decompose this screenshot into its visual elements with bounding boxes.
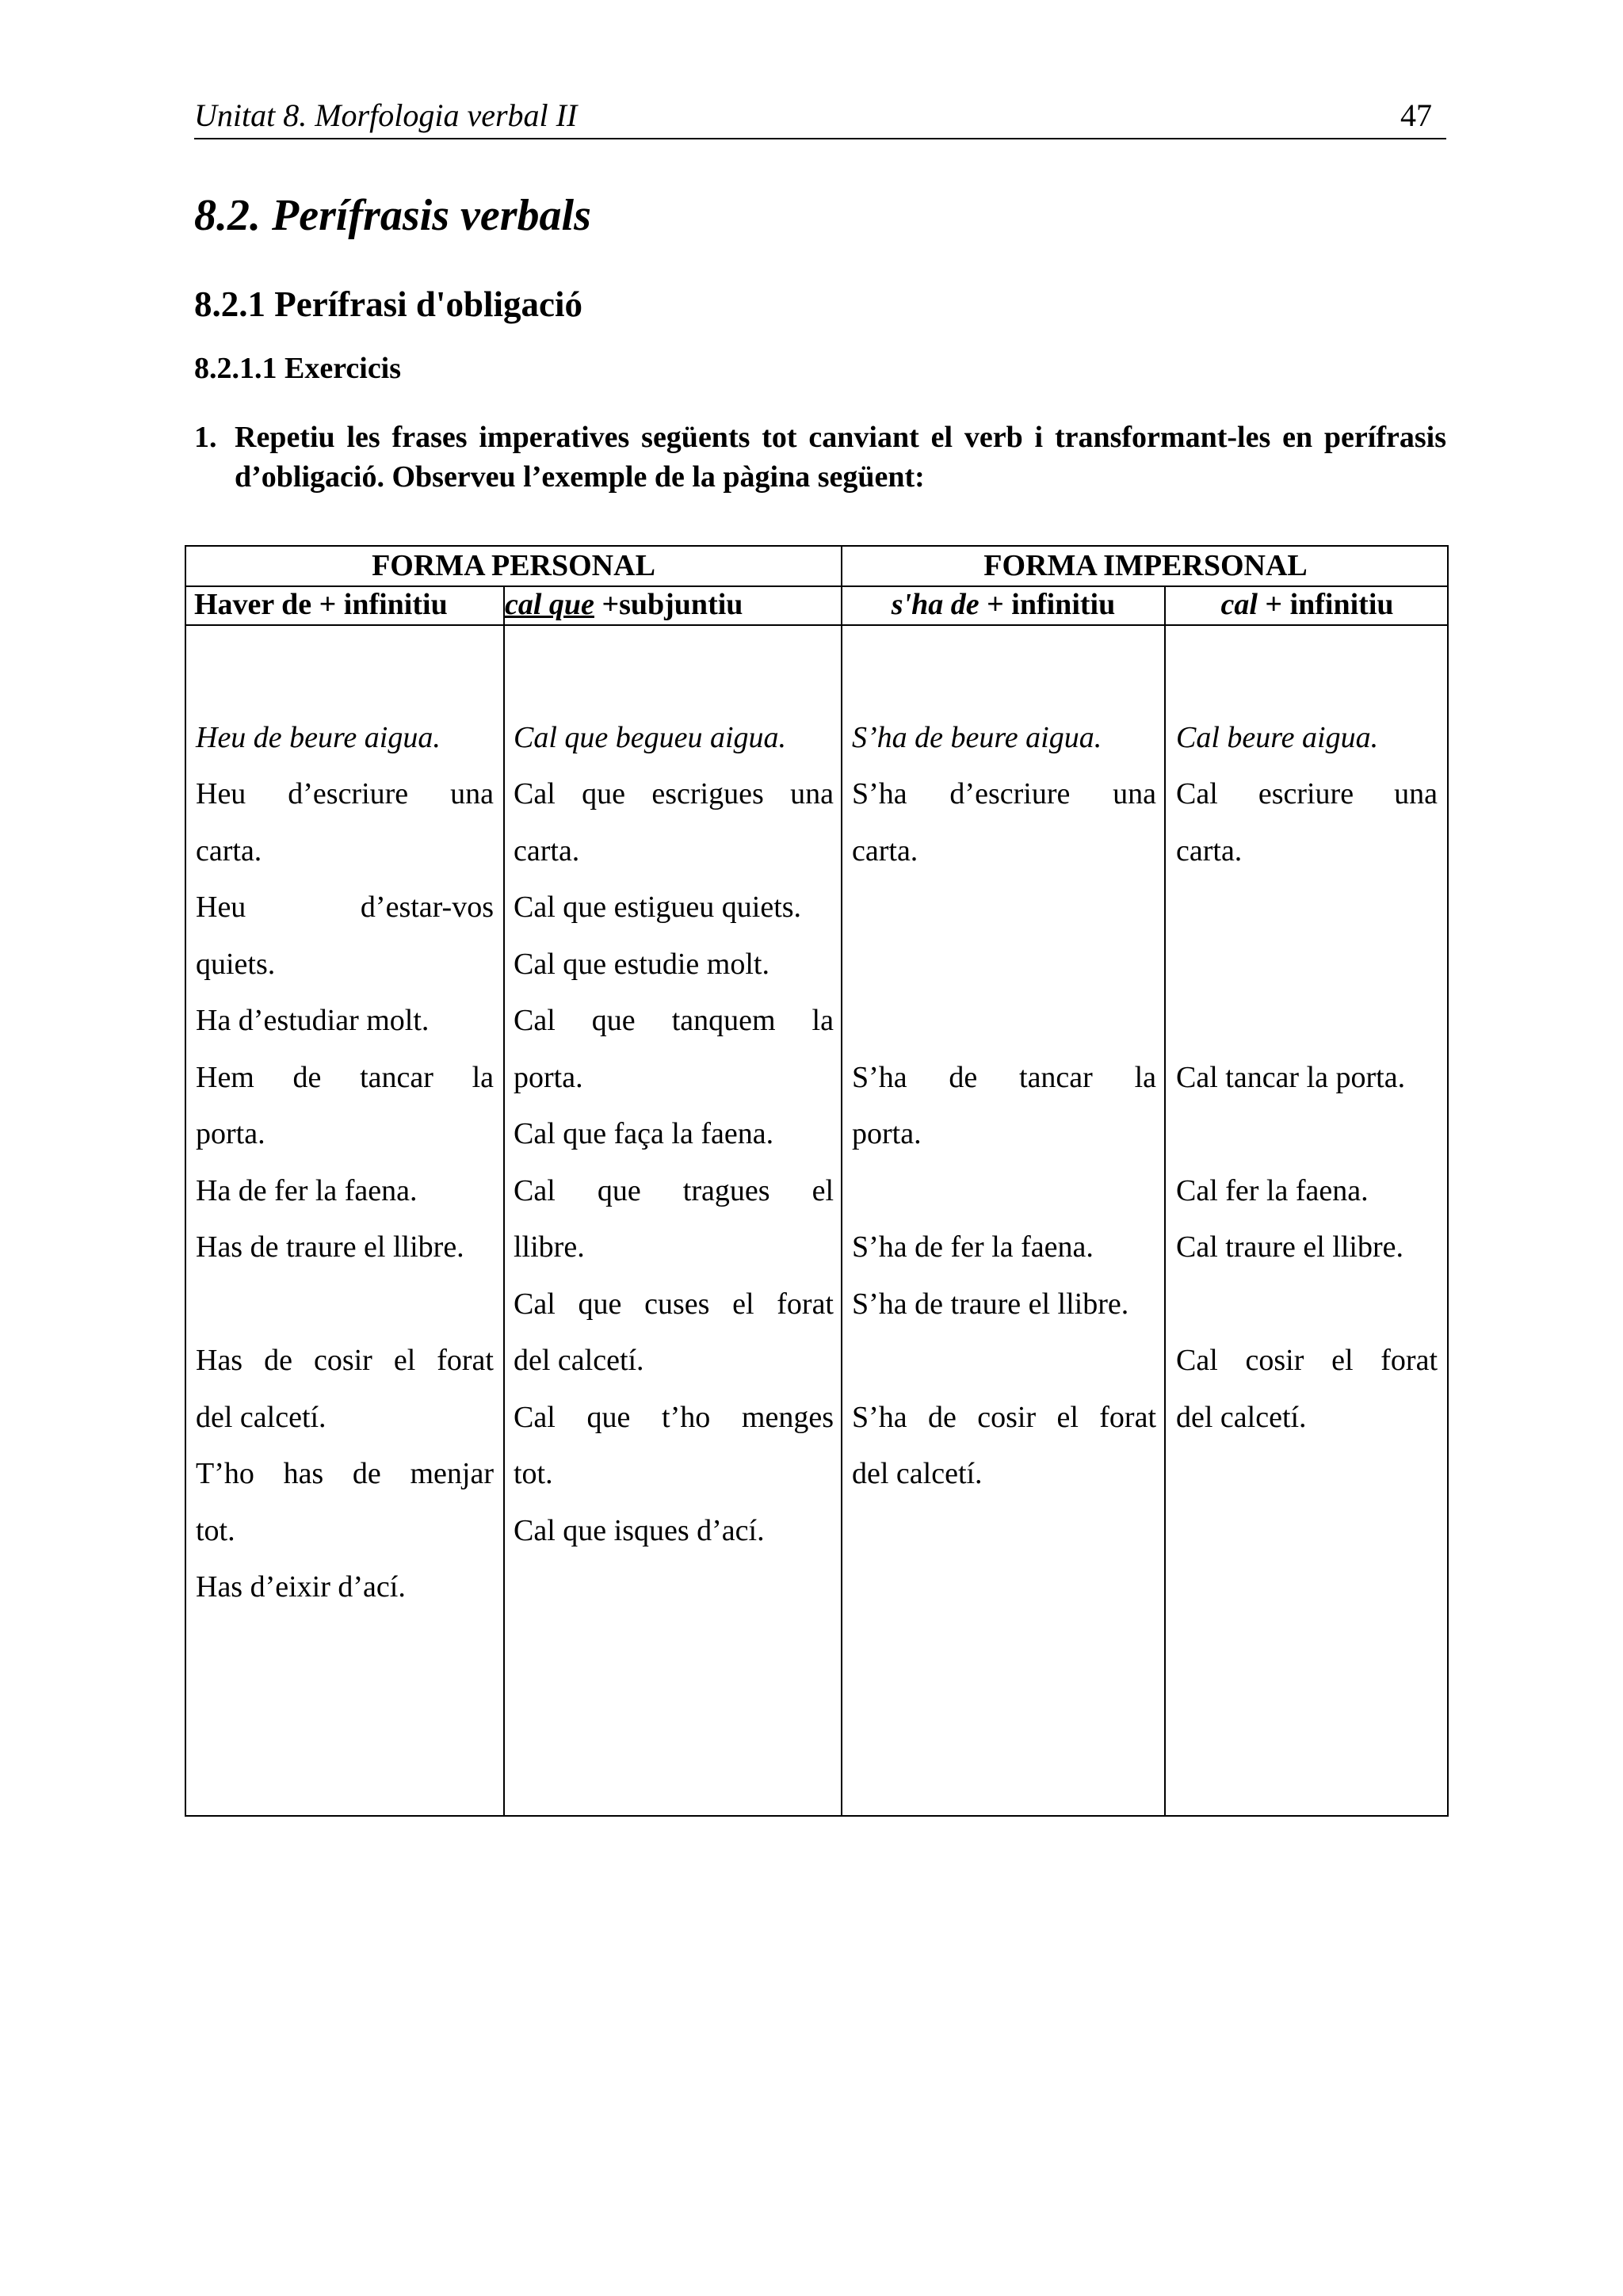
cell-line bbox=[852, 879, 1156, 936]
exercise-instruction bbox=[194, 418, 1446, 497]
cell-line bbox=[852, 993, 1156, 1050]
column-divider bbox=[841, 547, 842, 1817]
running-header bbox=[194, 97, 1446, 139]
group-header-personal: FORMA PERSONAL bbox=[372, 549, 655, 582]
col-header-haver-de-label: Haver de + infinitiu bbox=[194, 588, 448, 621]
exercise-number: 1. bbox=[194, 421, 217, 454]
page-number: 47 bbox=[1400, 97, 1432, 133]
cell-line: Cal que estudie molt. bbox=[514, 947, 769, 981]
subsection-title: 8.2.1 Perífrasi d'obligació bbox=[194, 284, 582, 324]
exercise-instruction-text: Repetiu les frases imperatives següents tot canviant el verb i transformant-les en perífrasis d’obligació. Observeu l’exemple de la pàgina següent: bbox=[235, 421, 1446, 494]
col-header-cal-term: cal bbox=[1220, 588, 1258, 621]
column-sha-de bbox=[852, 653, 1156, 1503]
cell-line: S’ha de fer la faena. bbox=[852, 1230, 1094, 1264]
cell-line bbox=[1176, 936, 1438, 994]
col-header-cal-que-rest: +subjuntiu bbox=[594, 588, 743, 621]
exercise-table bbox=[185, 545, 1449, 1817]
cell-line: Heu d’estar-vos bbox=[196, 891, 494, 924]
cell-line: Cal que estigueu quiets. bbox=[514, 891, 802, 924]
cell-line: Ha d’estudiar molt. bbox=[196, 1004, 430, 1037]
cell-line: Cal que t’ho menges bbox=[514, 1400, 834, 1434]
cell-line: del calcetí. bbox=[514, 1344, 644, 1377]
section-title: 8.2. Perífrasis verbals bbox=[194, 191, 591, 240]
cell-line: tot. bbox=[196, 1513, 235, 1547]
cell-line bbox=[196, 1276, 494, 1333]
group-header-impersonal: FORMA IMPERSONAL bbox=[983, 549, 1308, 582]
cell-line: Cal traure el llibre. bbox=[1176, 1230, 1403, 1264]
cell-line: Cal escriure una bbox=[1176, 777, 1438, 810]
cell-line: porta. bbox=[196, 1117, 265, 1150]
cell-line: del calcetí. bbox=[1176, 1400, 1307, 1434]
col-header-sha-de-term: s'ha de bbox=[891, 588, 980, 621]
cell-line: llibre. bbox=[514, 1230, 585, 1264]
cell-line: tot. bbox=[514, 1457, 553, 1490]
column-haver-de bbox=[196, 653, 494, 1616]
cell-line: carta. bbox=[514, 833, 580, 868]
cell-line: Has de traure el llibre. bbox=[196, 1230, 464, 1264]
subsubsection-title: 8.2.1.1 Exercicis bbox=[194, 352, 402, 385]
cell-line bbox=[1176, 653, 1438, 710]
cell-line: Ha de fer la faena. bbox=[196, 1173, 418, 1207]
cell-line: Cal que begueu aigua. bbox=[514, 720, 787, 754]
col-header-haver-de bbox=[194, 585, 503, 624]
cell-line: Hem de tancar la bbox=[196, 1060, 494, 1094]
running-header-title: Unitat 8. Morfologia verbal II bbox=[194, 97, 578, 133]
cell-line: Cal tancar la porta. bbox=[1176, 1060, 1406, 1094]
cell-line bbox=[852, 1333, 1156, 1390]
col-header-cal-que bbox=[505, 585, 841, 624]
cell-line bbox=[1176, 993, 1438, 1050]
cell-line: S’ha de cosir el forat bbox=[852, 1400, 1156, 1434]
cell-line: Cal que cuses el forat bbox=[514, 1287, 834, 1321]
column-divider bbox=[1164, 585, 1166, 1817]
column-cal bbox=[1176, 653, 1438, 1446]
cell-line bbox=[1176, 1106, 1438, 1163]
cell-line: Cal cosir el forat bbox=[1176, 1344, 1438, 1377]
cell-line: quiets. bbox=[196, 947, 276, 981]
cell-line bbox=[1176, 1276, 1438, 1333]
col-header-cal-que-term: cal que bbox=[505, 588, 594, 621]
col-header-cal bbox=[1166, 585, 1449, 624]
cell-line: porta. bbox=[514, 1060, 583, 1094]
col-header-cal-rest: + infinitiu bbox=[1257, 588, 1394, 621]
cell-line: carta. bbox=[1176, 833, 1243, 868]
cell-line bbox=[196, 653, 494, 710]
cell-line bbox=[852, 936, 1156, 994]
cell-line: Heu de beure aigua. bbox=[196, 720, 441, 754]
cell-line bbox=[514, 653, 834, 710]
cell-line: Heu d’escriure una bbox=[196, 777, 494, 810]
cell-line: carta. bbox=[196, 833, 262, 868]
column-divider bbox=[503, 585, 505, 1817]
cell-line: del calcetí. bbox=[852, 1457, 983, 1490]
cell-line: S’ha de beure aigua. bbox=[852, 720, 1102, 754]
cell-line: carta. bbox=[852, 833, 918, 868]
cell-line: S’ha de traure el llibre. bbox=[852, 1287, 1129, 1321]
cell-line bbox=[1176, 879, 1438, 936]
cell-line: Has de cosir el forat bbox=[196, 1344, 494, 1377]
col-header-sha-de-rest: + infinitiu bbox=[979, 588, 1116, 621]
cell-line bbox=[852, 1163, 1156, 1220]
table-group-header-row bbox=[186, 547, 1447, 587]
cell-line: Cal fer la faena. bbox=[1176, 1173, 1369, 1207]
cell-line: porta. bbox=[852, 1117, 922, 1150]
cell-line: del calcetí. bbox=[196, 1400, 327, 1434]
cell-line: Cal que isques d’ací. bbox=[514, 1513, 765, 1547]
cell-line: T’ho has de menjar bbox=[196, 1457, 494, 1490]
cell-line: Cal que faça la faena. bbox=[514, 1117, 774, 1150]
cell-line: S’ha d’escriure una bbox=[852, 777, 1156, 810]
cell-line: Cal que tanquem la bbox=[514, 1004, 834, 1037]
cell-line: Has d’eixir d’ací. bbox=[196, 1570, 406, 1604]
column-cal-que bbox=[514, 653, 834, 1559]
cell-line: Cal que escrigues una bbox=[514, 777, 834, 810]
cell-line: Cal beure aigua. bbox=[1176, 720, 1379, 754]
cell-line: Cal que tragues el bbox=[514, 1173, 834, 1207]
col-header-sha-de bbox=[842, 585, 1164, 624]
cell-line: S’ha de tancar la bbox=[852, 1060, 1156, 1094]
table-column-header-row bbox=[186, 585, 1447, 626]
cell-line bbox=[852, 653, 1156, 710]
